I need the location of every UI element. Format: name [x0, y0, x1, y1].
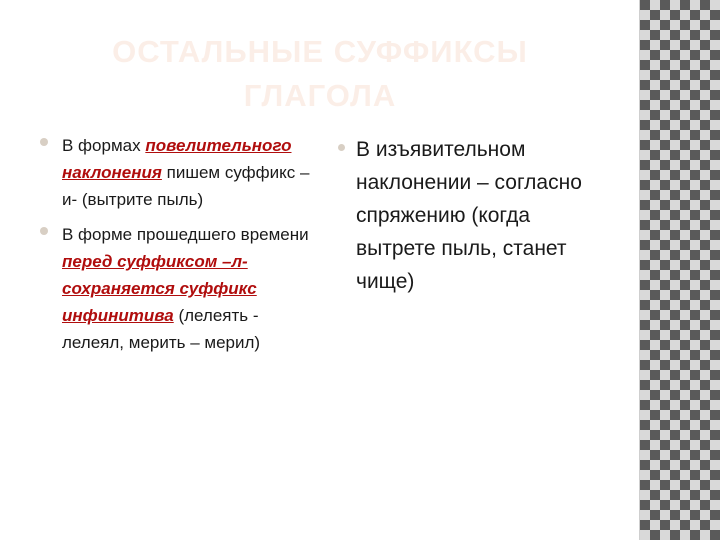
right-bullet-1-text: В изъявительном наклонении – согласно спряжению (когда вытрете пыль, станет чище): [356, 138, 582, 293]
bullet-dot-icon: [338, 144, 345, 151]
left-bullet-2-highlight: перед суффиксом –л- сохраняется суффикс инфинитива: [62, 252, 257, 325]
bullet-dot-icon: [40, 227, 48, 235]
diamond-pattern: [640, 0, 720, 540]
left-bullet-1-text-after: пишем суффикс –и- (вытрите пыль): [62, 163, 310, 209]
left-bullet-2-text-after: (лелеять - лелеял, мерить – мерил): [62, 306, 261, 352]
left-bullet-1: [40, 132, 310, 213]
title-line-1: ОСТАЛЬНЫЕ СУФФИКСЫ: [112, 34, 528, 69]
left-bullet-2: [40, 221, 310, 356]
right-bullet-1: [338, 133, 588, 298]
bullet-dot-icon: [40, 138, 48, 146]
left-bullet-1-highlight: повелительного наклонения: [62, 136, 292, 182]
left-bullet-2-text-before: В форме прошедшего времени: [62, 225, 309, 244]
right-column: [338, 133, 588, 306]
left-bullet-1-text-before: В формах: [62, 136, 146, 155]
left-column: [40, 132, 310, 364]
title-line-2: ГЛАГОЛА: [243, 78, 397, 113]
slide-title: [20, 30, 620, 118]
